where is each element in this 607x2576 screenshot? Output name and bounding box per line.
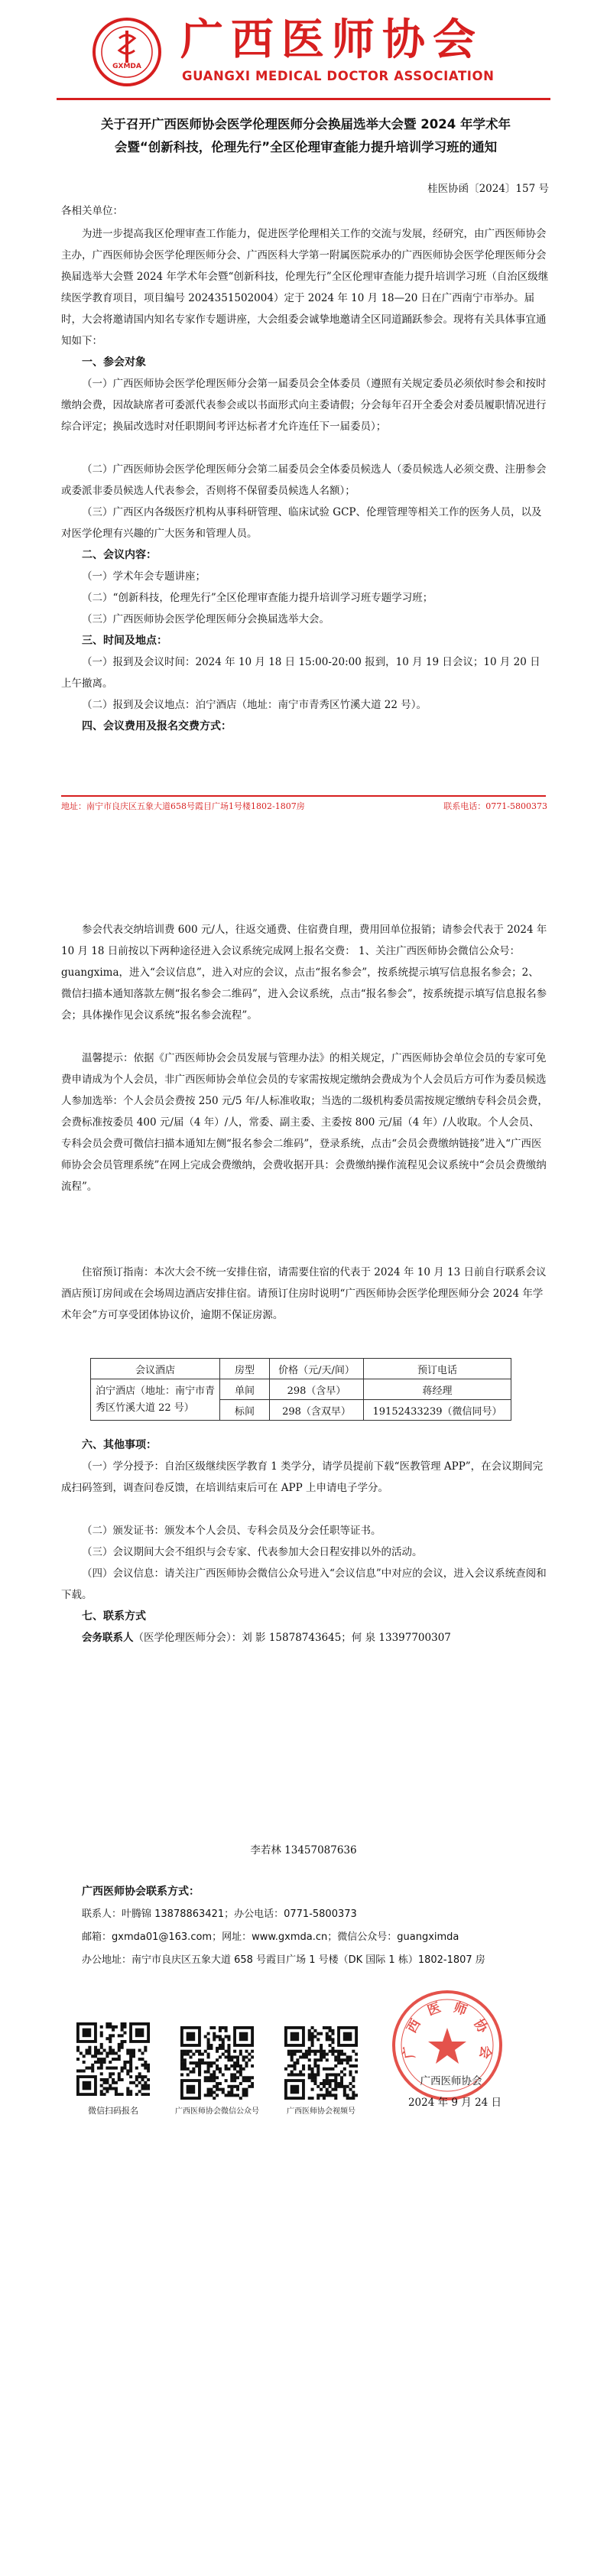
header-rule <box>57 98 550 100</box>
footer-rule <box>61 795 546 797</box>
room-price: 298（含双早） <box>270 1400 364 1421</box>
qr-caption-signup: 微信扫码报名 <box>88 2106 138 2116</box>
seal-character: 会 <box>476 2044 494 2060</box>
booking-phone: 19152433239（微信同号） <box>364 1400 511 1421</box>
table-header: 预订电话 <box>364 1359 511 1379</box>
seal-character: 广 <box>401 2044 419 2060</box>
video-account-qr-code[interactable] <box>284 2026 358 2100</box>
section-3-title: 三、时间及地点： <box>82 635 167 647</box>
section-2-item-1: （一）学术年会专题讲座； <box>82 570 206 583</box>
hotel-name: 泊宁酒店（地址：南宁市青秀区竹溪大道 22 号） <box>91 1379 220 1421</box>
footer-address: 地址：南宁市良庆区五象大道658号霞目广场1号楼1802-1807房 <box>61 801 305 811</box>
logo-text: GXMDA <box>112 63 141 70</box>
section-6-item-2: （二）颁发证书：颁发本个人会员、专科会员及分会任职等证书。 <box>82 1525 381 1537</box>
assoc-contact-line-2: 邮箱：gxmda01@163.com；网址：www.gxmda.cn；微信公众号：guangximda <box>82 1931 459 1943</box>
section-7-contact <box>61 1627 549 1649</box>
membership-notice: 温馨提示：依据《广西医师协会会员发展与管理办法》的相关规定，广西医师协会单位会员的专家可免费申请成为个人会员，非广西医师协会单位会员的专家需按规定缴纳会费成为个人会员后方可作为委员候选人参加选举：个人会员会费按 250 元/5 年/人标准收取；当选的二级机构委员需按规定缴纳专科会员会费，会费标准按委员 400 元/届（4 年）/人，常委、副主委、主委按 800 元/届（4 年）/人收取。个人会员、专科会员会费可微信扫描本通知左侧“报名参会二维码”，登录系统，点击“会员会费缴纳链接”进入“广西医师协会会员管理系统”在网上完成会费缴纳，会费收据开具：会费缴纳操作流程见会议系统中“会员会费缴纳流程”。 <box>61 1052 548 1193</box>
intro-paragraph: 为进一步提高我区伦理审查工作能力，促进医学伦理相关工作的交流与发展，经研究，由广西医师协会主办，广西医师协会医学伦理医师分会、广西医科大学第一附属医院承办的广西医师协会医学伦理医师分会换届选举大会暨 2024 年学术年会暨“创新科技，伦理先行”全区伦理审查能力提升培训学习班（自治区级继续医学教育项目，项目编号 2024351502004）定于 2024 年 10 月 18—20 日在广西南宁市举办。届时，大会将邀请国内知名专家作专题讲座，大会组委会诚挚地邀请全区同道踊跃参会。现将有关具体事宜通知如下： <box>61 228 549 347</box>
signature-date: 2024 年 9 月 24 日 <box>407 2097 502 2109</box>
section-2-item-2: （二）“创新科技，伦理先行”全区伦理审查能力提升培训学习班专题学习班； <box>82 592 433 604</box>
section-1-title: 一、参会对象 <box>82 356 146 369</box>
seal-character: 师 <box>451 1999 469 2019</box>
section-4-title: 四、会议费用及报名交费方式： <box>82 720 232 733</box>
qr-caption-wechat: 广西医师协会微信公众号 <box>175 2107 259 2116</box>
assoc-contact-line-1: 联系人：叶腾锦 13878863421；办公电话：0771-5800373 <box>82 1908 357 1920</box>
table-header: 会议酒店 <box>91 1359 220 1379</box>
footer-phone: 联系电话：0771-5800373 <box>443 801 547 811</box>
room-price: 298（含早） <box>270 1379 364 1400</box>
section-2-title: 二、会议内容： <box>82 549 157 561</box>
assoc-contact-line-3: 办公地址：南宁市良庆区五象大道 658 号霞目广场 1 号楼（DK 国际 1 栋）1802-1807 房 <box>82 1954 485 1966</box>
notice-title <box>61 113 550 159</box>
org-name-en: GUANGXI MEDICAL DOCTOR ASSOCIATION <box>182 69 495 83</box>
document-number: 桂医协函〔2024〕157 号 <box>427 183 549 195</box>
seal-character: 医 <box>425 1999 443 2019</box>
secondary-contact: 李若林 13457087636 <box>250 1844 357 1856</box>
association-logo <box>92 17 162 87</box>
fees-paragraph: 参会代表交纳培训费 600 元/人，往返交通费、住宿费自理，费用回单位报销；请参会代表于 2024 年 10 月 18 日前按以下两种途径进入会议系统完成网上报名交费： 1、关注广西医师协会微信公众号：guangxima，进入“会议信息”，进入对应的会议，点击“报名参会”，按系统提示填写信息报名参会；2、微信扫描本通知落款左侧“报名参会二维码”，进入会议系统，点击“报名参会”，按系统提示填写信息报名参会；具体操作见会议系统“报名参会流程”。 <box>61 924 547 1022</box>
contact-label: 会务联系人 <box>82 1632 134 1644</box>
section-3-item-1: （一）报到及会议时间：2024 年 10 月 18 日 15:00-20:00 报到，10 月 19 日会议；10 月 20 日上午撤离。 <box>61 656 540 690</box>
seal-character: 西 <box>404 2016 424 2036</box>
title-line-2: 会暨“创新科技，伦理先行”全区伦理审查能力提升培训学习班的通知 <box>114 140 498 154</box>
table-header-row <box>91 1359 511 1379</box>
seal-character: 协 <box>470 2016 491 2036</box>
assoc-contact-title: 广西医师协会联系方式： <box>82 1886 200 1898</box>
title-line-1: 关于召开广西医师协会医学伦理医师分会换届选举大会暨 2024 年学术年 <box>101 117 511 132</box>
org-name-cn: 广西医师协会 <box>180 15 483 65</box>
section-6-item-1: （一）学分授予：自治区级继续医学教育 1 类学分，请学员提前下载“医教管理 APP”，在会议期间完成扫码签到，调查问卷反馈，在培训结束后可在 APP 上申请电子学分。 <box>61 1460 544 1494</box>
booking-contact: 蒋经理 <box>364 1379 511 1400</box>
table-header: 房型 <box>220 1359 270 1379</box>
signature-org: 广西医师协会 <box>420 2075 482 2087</box>
room-type: 标间 <box>220 1400 270 1421</box>
table-row <box>91 1379 511 1400</box>
contact-text: （医学伦理医师分会）：刘 影 15878743645；何 泉 13397700307 <box>133 1632 451 1644</box>
section-6-item-3: （三）会议期间大会不组织与会专家、代表参加大会日程安排以外的活动。 <box>82 1546 423 1558</box>
section-6-title: 六、其他事项： <box>82 1439 157 1451</box>
wechat-account-qr-code[interactable] <box>180 2026 254 2100</box>
room-type: 单间 <box>220 1379 270 1400</box>
section-1-item-3: （三）广西区内各级医疗机构从事科研管理、临床试验 GCP、伦理管理等相关工作的医务人员，以及对医学伦理有兴趣的广大医务和管理人员。 <box>61 506 542 540</box>
section-2-item-3: （三）广西医师协会医学伦理医师分会换届选举大会。 <box>82 613 329 625</box>
hotel-table <box>90 1358 511 1421</box>
section-3-item-2: （二）报到及会议地点：泊宁酒店（地址：南宁市青秀区竹溪大道 22 号）。 <box>82 699 427 711</box>
salutation: 各相关单位： <box>61 205 123 217</box>
table-header: 价格（元/天/间） <box>270 1359 364 1379</box>
section-1-item-2: （二）广西医师协会医学伦理医师分会第二届委员会全体委员候选人（委员候选人必须交费、注册参会或委派非委员候选人代表参会，否则将不保留委员候选人名额）； <box>61 463 547 497</box>
section-1-item-1: （一）广西医师协会医学伦理医师分会第一届委员会全体委员（遵照有关规定委员必须依时参会和按时缴纳会费，因故缺席者可委派代表参会或以书面形式向主委请假；分会每年召开全委会对委员履职情况进行综合评定；换届改选时对任职期间考评达标者才允许连任下一届委员）； <box>61 378 547 433</box>
section-6-item-4: （四）会议信息：请关注广西医师协会微信公众号进入“会议信息”中对应的会议，进入会议系统查阅和下载。 <box>61 1567 547 1601</box>
qr-caption-video: 广西医师协会视频号 <box>287 2107 355 2116</box>
accommodation-guide: 住宿预订指南：本次大会不统一安排住宿，请需要住宿的代表于 2024 年 10 月 13 日前自行联系会议酒店预订房间或在会场周边酒店安排住宿。请预订住房时说明“广西医师协会医学伦理医师分会 2024 年学术年会”方可享受团体协议价，逾期不保证房源。 <box>61 1266 547 1321</box>
signup-qr-code[interactable] <box>76 2022 150 2096</box>
section-7-title: 七、联系方式 <box>82 1610 146 1623</box>
